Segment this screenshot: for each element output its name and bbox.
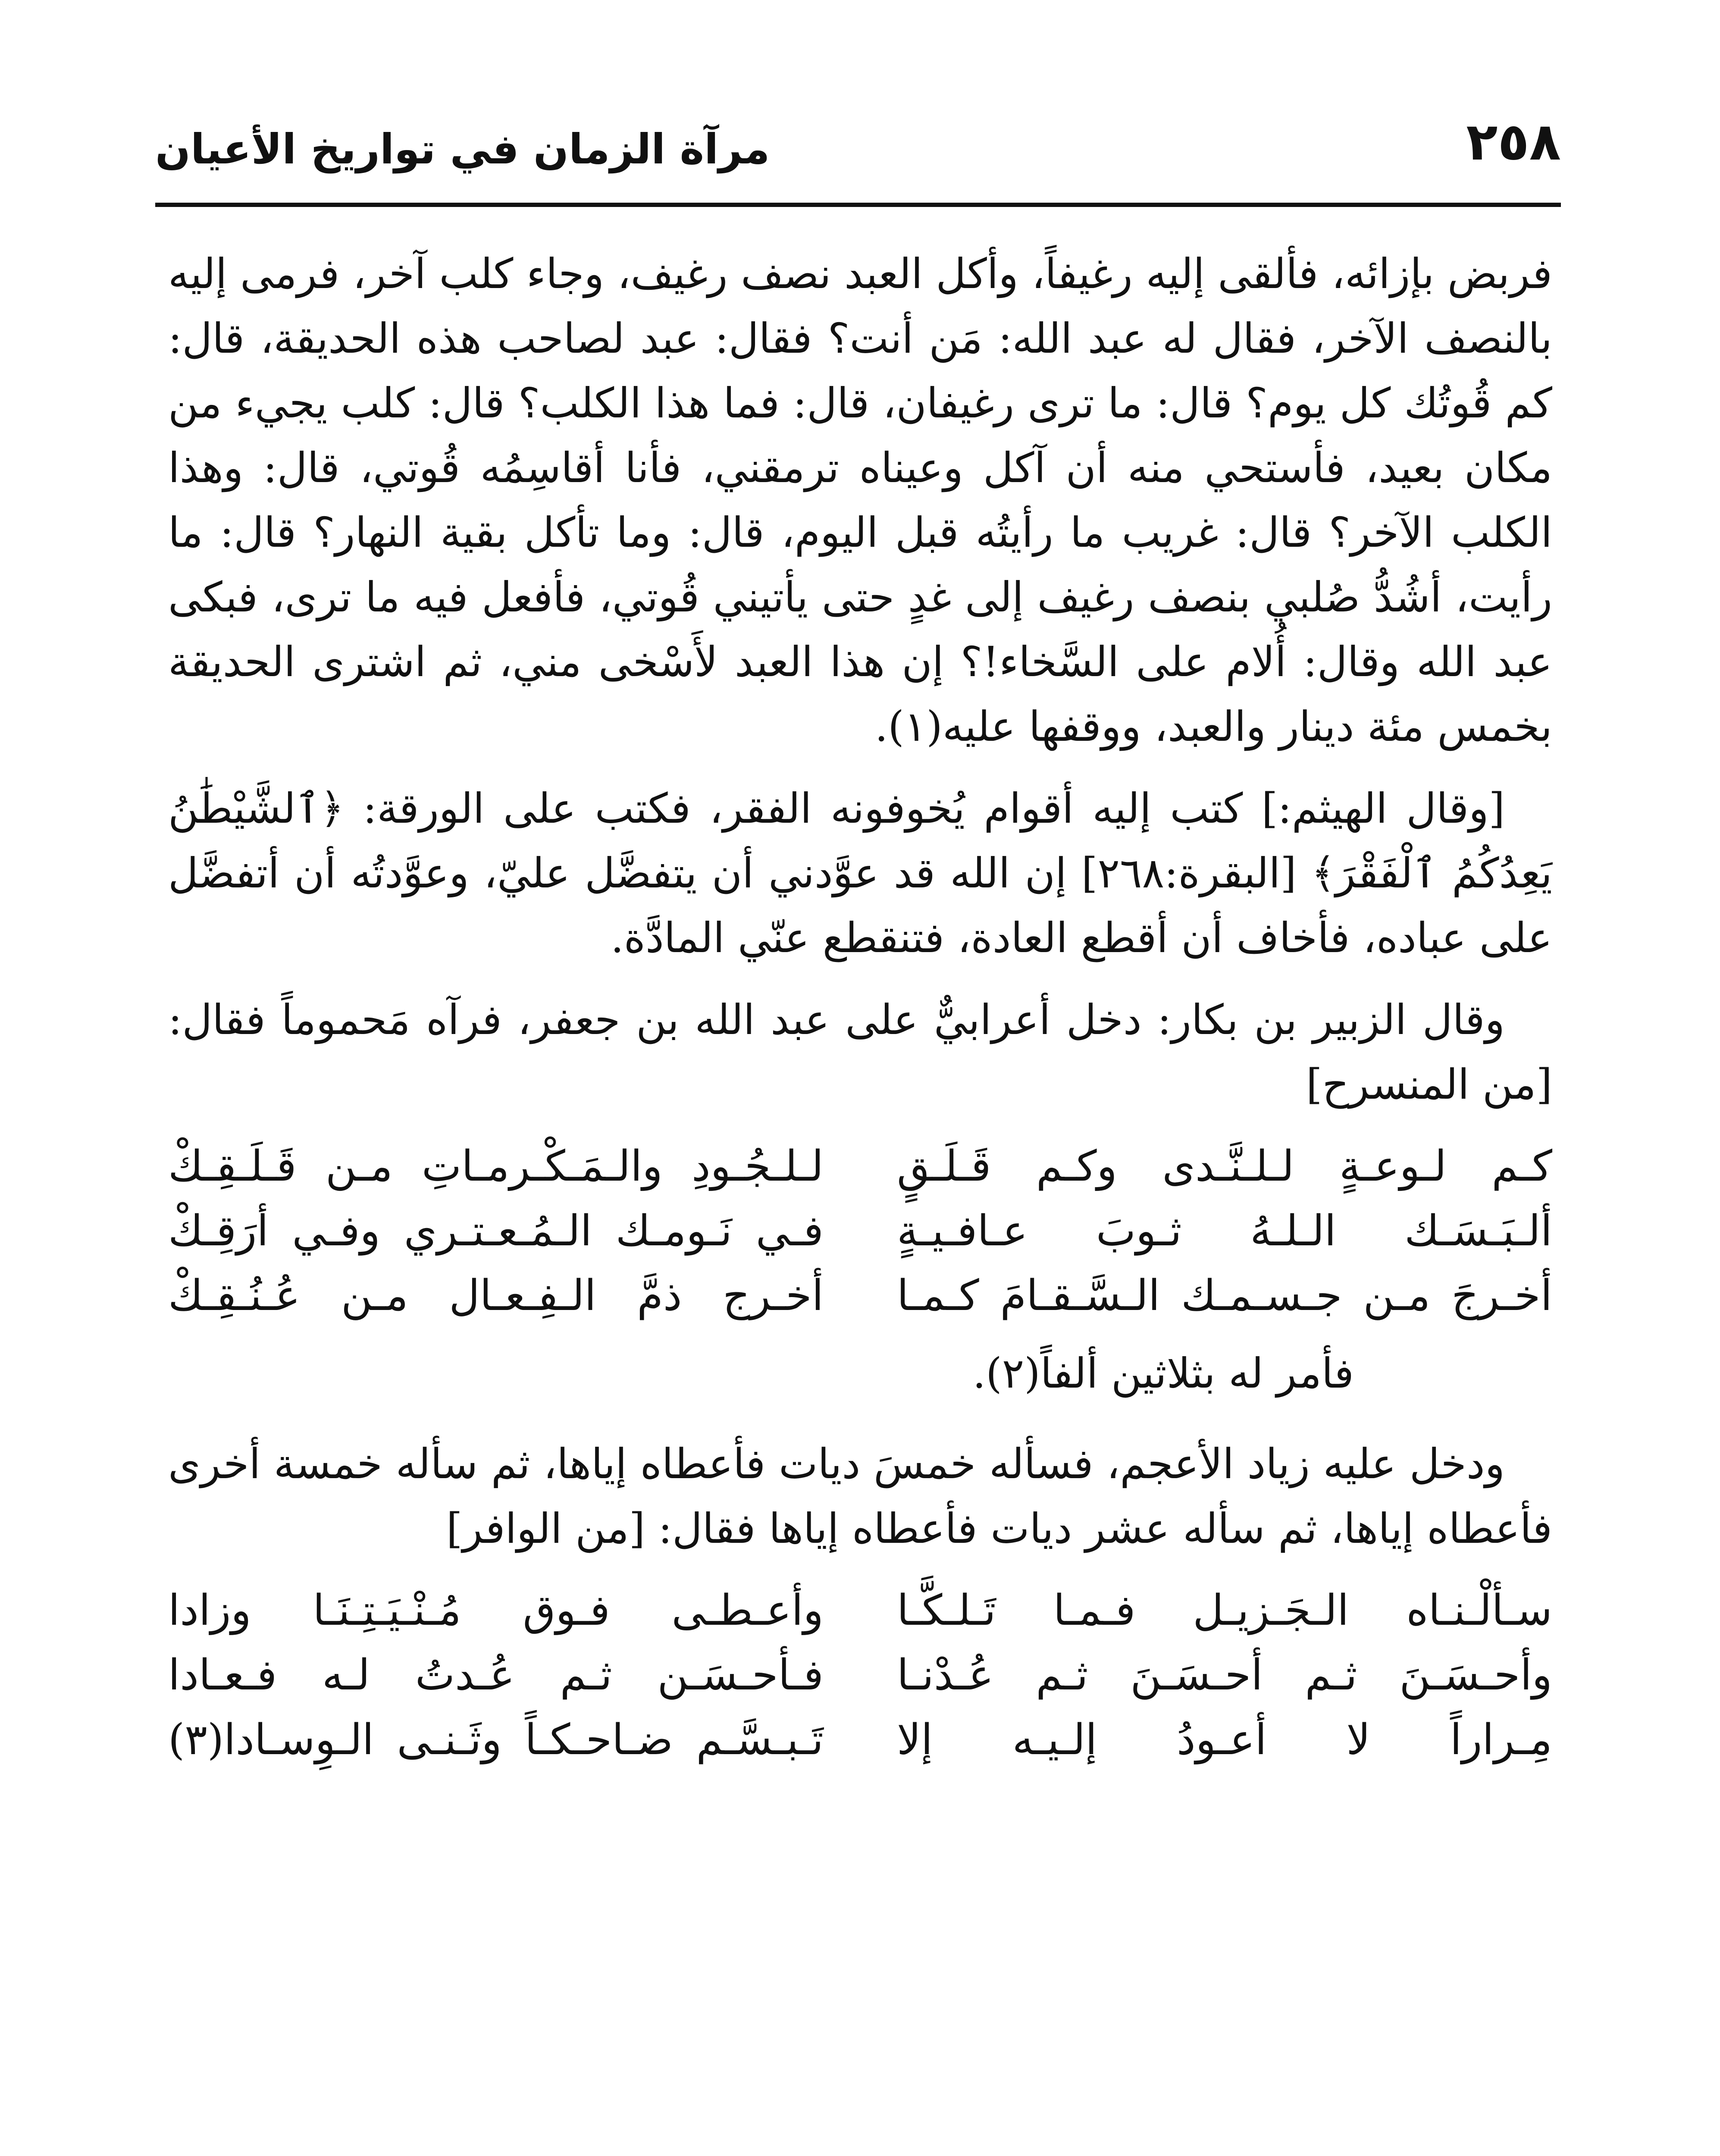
poem-2 <box>168 1578 1552 1772</box>
poem-1 <box>168 1134 1552 1328</box>
verse-second-hemistich: لـلـجُـودِ والـمَـكْـرمـاتِ مـن قَـلَـقِـكْ <box>168 1142 824 1191</box>
verse <box>168 1643 1552 1708</box>
page-number: ٢٥٨ <box>1466 112 1561 172</box>
verse-second-hemistich: تَـبـسَّـم ضـاحـكـاً وثَـنـى الـوِسـادا(٣) <box>168 1715 824 1764</box>
paragraph-3: وقال الزبير بن بكار: دخل أعرابيٌّ على عبد الله بن جعفر، فرآه مَحموماً فقال: [من المنسرح] <box>168 996 1552 1109</box>
paragraph-1: فربض بإزائه، فألقى إليه رغيفاً، وأكل العبد نصف رغيف، وجاء كلب آخر، فرمى إليه بالنصف الآخر، فقال له عبد الله: مَن أنت؟ فقال: عبد لصاحب هذه الحديقة، قال: كم قُوتُك كل يوم؟ قال: ما ترى رغيفان، قال: فما هذا الكلب؟ قال: كلب يجيء من مكان بعيد، فأستحي منه أن آكل وعيناه ترمقني، فأنا أقاسِمُه قُوتي، قال: وهذا الكلب الآخر؟ قال: غريب ما رأيتُه قبل اليوم، قال: وما تأكل بقية النهار؟ قال: ما رأيت، أشُدُّ صُلبي بنصف رغيف إلى غدٍ حتى يأتيني قُوتي، فأفعل فيه ما ترى، فبكى عبد الله وقال: أُلام على السَّخاء!؟ إن هذا العبد لأَسْخى مني، ثم اشترى الحديقة بخمس مئة دينار والعبد، ووقفها عليه(١). <box>168 250 1553 751</box>
verse-first-hemistich: وأحـسَـنَ ثـم أحـسَـنَ ثـم عُـدْنـا <box>897 1651 1552 1700</box>
verse-first-hemistich: ألـبَـسَـك الـلـهُ ثـوبَ عـافـيـةٍ <box>897 1206 1552 1256</box>
verse-first-hemistich: مِـراراً لا أعـودُ إلـيـه إلا <box>897 1715 1552 1764</box>
verse <box>168 1708 1552 1772</box>
running-header <box>155 108 1561 207</box>
paragraph-2: [وقال الهيثم:] كتب إليه أقوام يُخوفونه الفقر، فكتب على الورقة: ﴿ٱلشَّيْطَٰنُ يَعِدُكُمُ ٱلْفَقْرَ﴾ [البقرة:٢٦٨] إن الله قد عوَّدني أن يتفضَّل عليّ، وعوَّدتُه أن أتفضَّل على عباده، فأخاف أن أقطع العادة، فتنقطع عنّي المادَّة. <box>168 784 1552 962</box>
verse <box>168 1199 1552 1263</box>
verse-first-hemistich: سـألْـنـاه الـجَـزيـل فـمـا تَـلـكَّـا <box>897 1586 1552 1635</box>
verse <box>168 1263 1552 1328</box>
verse-second-hemistich: فـأحـسَـن ثـم عُـدتُ لـه فـعـادا <box>168 1651 824 1700</box>
header-rule <box>155 203 1561 207</box>
verse <box>168 1134 1552 1199</box>
verse <box>168 1578 1552 1643</box>
verse-first-hemistich: أخـرجَ مـن جـسـمـك الـسَّـقـامَ كـمـا <box>897 1271 1552 1320</box>
main-text <box>168 241 1552 1785</box>
book-title: مرآة الزمان في تواريخ الأعيان <box>155 125 770 173</box>
verse-second-hemistich: وأعـطـى فـوق مُـنْـيَـتِـنَـا وزادا <box>168 1586 824 1635</box>
verse-second-hemistich: أخـرج ذمَّ الـفِـعـال مـن عُـنُـقِـكْ <box>168 1271 824 1320</box>
after-poem-1: فأمر له بثلاثين ألفاً(٢). <box>972 1349 1354 1398</box>
verse-second-hemistich: فـي نَـومـك الـمُـعـتـري وفـي أرَقِـكْ <box>168 1206 824 1256</box>
paragraph-4: ودخل عليه زياد الأعجم، فسأله خمسَ ديات فأعطاه إياها، ثم سأله خمسة أخرى فأعطاه إياها، ثم سأله عشر ديات فأعطاه إياها فقال: [من الوافر] <box>168 1440 1552 1553</box>
verse-first-hemistich: كـم لـوعـةٍ لـلـنَّـدى وكـم قَـلَـقٍ <box>897 1142 1552 1191</box>
